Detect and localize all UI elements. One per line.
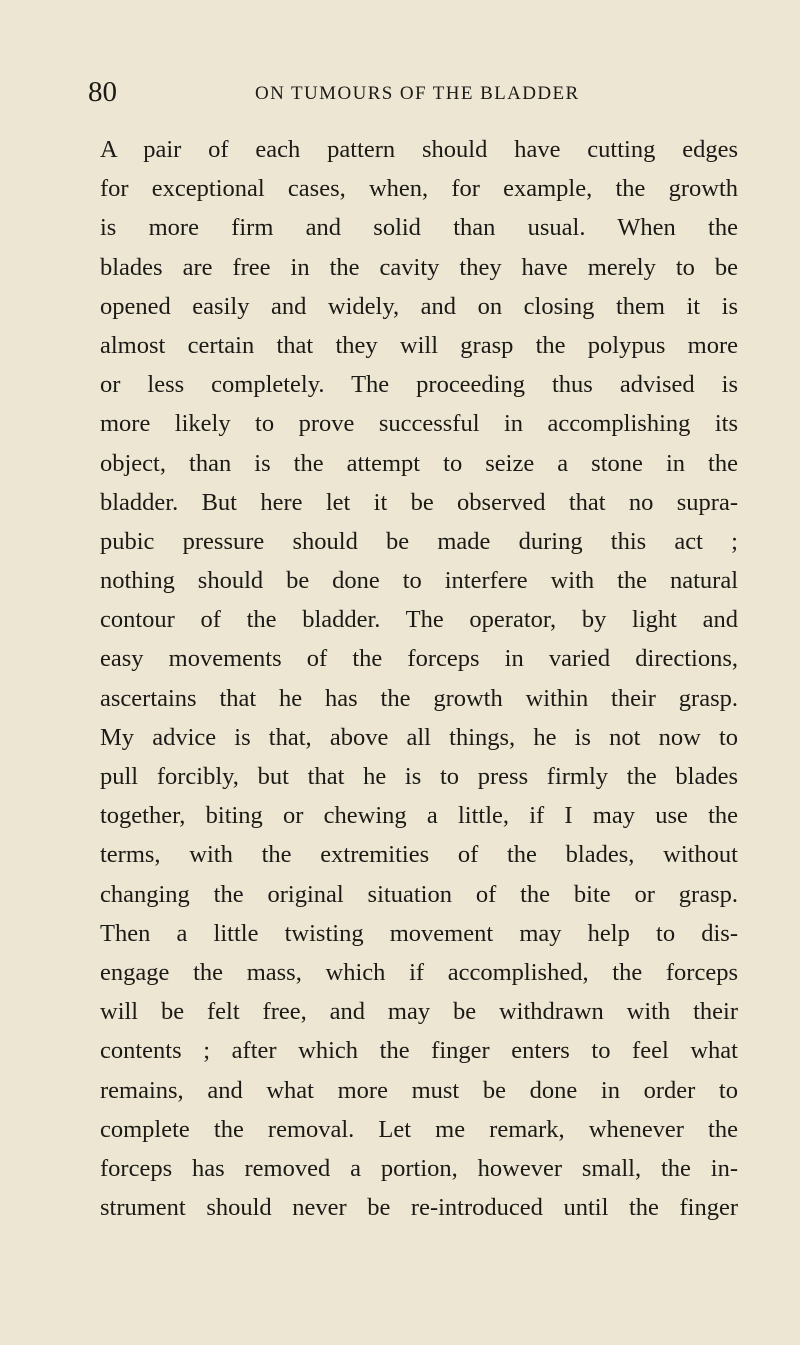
page-number: 80 [88, 76, 117, 108]
text-line: together, biting or chewing a little, if I may use the [100, 802, 738, 830]
text-line: remains, and what more must be done in order to [100, 1076, 738, 1104]
text-line: complete the removal. Let me remark, whenever the [100, 1115, 738, 1143]
text-line: easy movements of the forceps in varied directions, [100, 645, 738, 673]
text-line: will be felt free, and may be withdrawn with their [100, 998, 738, 1026]
text-line: opened easily and widely, and on closing them it is [100, 292, 738, 320]
text-line: nothing should be done to interfere with the natural [100, 567, 738, 595]
text-line: for exceptional cases, when, for example, the growth [100, 175, 738, 203]
text-line: is more firm and solid than usual. When the [100, 214, 738, 242]
text-line: contour of the bladder. The operator, by light and [100, 606, 738, 634]
text-line: Then a little twisting movement may help to dis- [100, 919, 738, 947]
text-line: pull forcibly, but that he is to press firmly the blades [100, 763, 738, 790]
running-head: ON TUMOURS OF THE BLADDER [255, 83, 580, 104]
text-line: engage the mass, which if accomplished, the forceps [100, 958, 738, 986]
text-line: forceps has removed a portion, however small, the in- [100, 1154, 738, 1182]
body-paragraph [100, 130, 738, 1227]
text-line: changing the original situation of the bite or grasp. [100, 880, 738, 908]
text-line: bladder. But here let it be observed that no supra- [100, 488, 738, 516]
text-line: object, than is the attempt to seize a stone in the [100, 449, 738, 477]
text-line: strument should never be re-introduced until the finger [100, 1194, 738, 1222]
text-line: almost certain that they will grasp the polypus more [100, 331, 738, 359]
text-line: terms, with the extremities of the blades, without [100, 841, 738, 869]
text-line: ascertains that he has the growth within their grasp. [100, 684, 738, 712]
text-line: My advice is that, above all things, he is not now to [100, 723, 738, 751]
text-line: or less completely. The proceeding thus advised is [100, 371, 738, 399]
text-line: contents ; after which the finger enters to feel what [100, 1037, 738, 1065]
text-line: A pair of each pattern should have cutting edges [100, 136, 738, 163]
page-header [88, 74, 738, 110]
text-line: pubic pressure should be made during this act ; [100, 527, 738, 555]
text-line: more likely to prove successful in accomplishing its [100, 410, 738, 438]
text-line: blades are free in the cavity they have merely to be [100, 253, 738, 281]
